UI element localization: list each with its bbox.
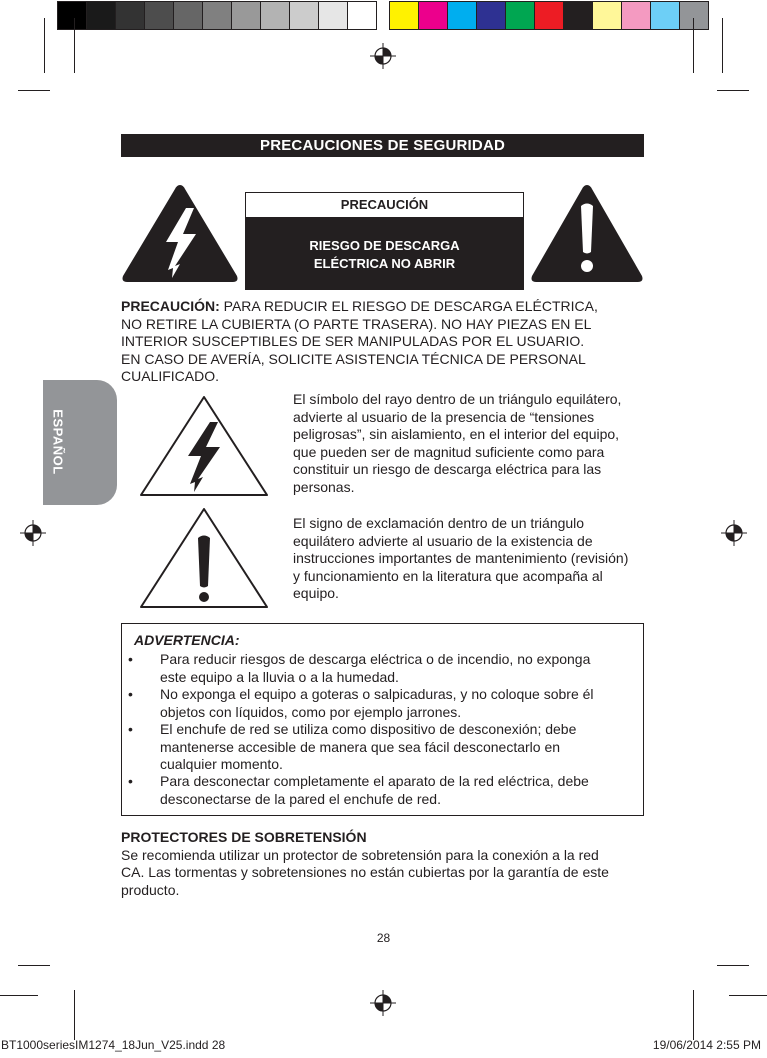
warning-item-line: cualquier momento. [160, 756, 283, 772]
gray-swatch [86, 1, 116, 30]
color-swatch [476, 1, 506, 30]
lightning-desc-line: peligrosas”, sin aislamiento, en el interior del equipo, [293, 426, 620, 442]
surge-section [121, 829, 681, 899]
language-tab-label: ESPAÑOL [50, 409, 66, 475]
caution-line-5: CUALIFICADO. [121, 368, 220, 384]
lightning-desc-line: personas. [293, 478, 355, 495]
caution-label: PRECAUCIÓN: [121, 298, 220, 314]
caution-line-3: INTERIOR SUSCEPTIBLES DE SER MANIPULADAS POR EL USUARIO. [121, 333, 585, 349]
precaution-line-1: RIESGO DE DESCARGA [309, 238, 460, 253]
color-swatch [650, 1, 680, 30]
lightning-desc-line: que pueden ser de magnitud suficiente como para [293, 443, 605, 460]
gray-swatch [57, 1, 87, 30]
exclamation-description [293, 515, 653, 603]
color-swatch [534, 1, 564, 30]
warning-item-line: Para desconectar completamente el aparato de la red eléctrica, debe [160, 773, 589, 789]
exclamation-outline-icon [138, 506, 270, 610]
lightning-desc-line: El símbolo del rayo dentro de un triángulo equilátero, [293, 391, 622, 407]
warning-item-line: objetos con líquidos, como por ejemplo jarrones. [160, 703, 462, 720]
gray-swatch [347, 1, 377, 30]
lightning-description [293, 391, 653, 496]
warning-item-line: mantenerse accesible de manera que sea fácil desconectarlo en [160, 738, 561, 755]
warning-box [121, 623, 644, 816]
surge-line-3: producto. [121, 881, 180, 898]
caution-line-4: EN CASO DE AVERÍA, SOLICITE ASISTENCIA TÉCNICA DE PERSONAL [121, 350, 586, 367]
gray-swatch [115, 1, 145, 30]
lightning-desc-line: advierte al usuario de la presencia de “tensiones [293, 408, 595, 425]
lightning-desc-line: constituir un riesgo de descarga eléctrica para las [293, 461, 602, 477]
warning-item-line: este equipo a la lluvia o a la humedad. [160, 668, 399, 685]
exclamation-warning-icon [529, 182, 645, 284]
warning-item-line: Para reducir riesgos de descarga eléctrica o de incendio, no exponga [160, 651, 591, 667]
exclamation-desc-line: El signo de exclamación dentro de un triángulo [293, 515, 585, 531]
warning-item-line: No exponga el equipo a goteras o salpicaduras, y no coloque sobre él [160, 686, 594, 702]
gray-swatch [202, 1, 232, 30]
bullet: • [128, 686, 133, 702]
color-swatch [505, 1, 535, 30]
exclamation-desc-line: instrucciones importantes de mantenimiento (revisión) [293, 550, 629, 566]
exclamation-desc-line: equipo. [293, 585, 339, 601]
caution-line-2: NO RETIRE LA CUBIERTA (O PARTE TRASERA). NO HAY PIEZAS EN EL [121, 315, 592, 332]
surge-title: PROTECTORES DE SOBRETENSIÓN [121, 829, 367, 845]
footer-filename: BT1000seriesIM1274_18Jun_V25.indd 28 [1, 1038, 226, 1052]
surge-line-1: Se recomienda utilizar un protector de sobretensión para la conexión a la red [121, 846, 599, 863]
color-swatch [447, 1, 477, 30]
section-title: PRECAUCIONES DE SEGURIDAD [121, 134, 644, 157]
precaution-body [246, 217, 523, 289]
bullet: • [128, 721, 133, 737]
exclamation-desc-line: y funcionamiento en la literatura que acompaña al [293, 567, 603, 584]
color-swatch [592, 1, 622, 30]
lightning-warning-icon [120, 182, 240, 284]
gray-swatch [289, 1, 319, 30]
color-swatch [389, 1, 419, 30]
registration-mark-icon [370, 990, 396, 1016]
warning-item-line: desconectarse de la pared el enchufe de red. [160, 790, 441, 807]
registration-mark-icon [721, 520, 747, 546]
color-swatch [563, 1, 593, 30]
color-swatch [621, 1, 651, 30]
footer-timestamp: 19/06/2014 2:55 PM [652, 1038, 761, 1052]
caution-paragraph [121, 298, 661, 386]
lightning-outline-icon [138, 394, 270, 498]
gray-swatch [231, 1, 261, 30]
bullet: • [128, 651, 133, 667]
precaution-line-2: ELÉCTRICA NO ABRIR [313, 256, 456, 271]
gray-swatch [260, 1, 290, 30]
warning-title: ADVERTENCIA: [134, 632, 240, 648]
precaution-header: PRECAUCIÓN [246, 193, 523, 217]
gray-swatch [318, 1, 348, 30]
registration-mark-icon [370, 43, 396, 69]
caution-line-1: PARA REDUCIR EL RIESGO DE DESCARGA ELÉCTRICA, [219, 298, 598, 314]
gray-swatch [173, 1, 203, 30]
surge-line-2: CA. Las tormentas y sobretensiones no están cubiertas por la garantía de este [121, 864, 609, 880]
page-number: 28 [376, 931, 391, 945]
color-swatch [418, 1, 448, 30]
warning-item-line: El enchufe de red se utiliza como dispositivo de desconexión; debe [160, 721, 577, 737]
bullet: • [128, 773, 133, 789]
registration-mark-icon [20, 520, 46, 546]
exclamation-desc-line: equilátero advierte al usuario de la existencia de [293, 532, 593, 549]
gray-swatch [144, 1, 174, 30]
color-swatch [679, 1, 709, 30]
precaution-label-box [245, 192, 524, 290]
